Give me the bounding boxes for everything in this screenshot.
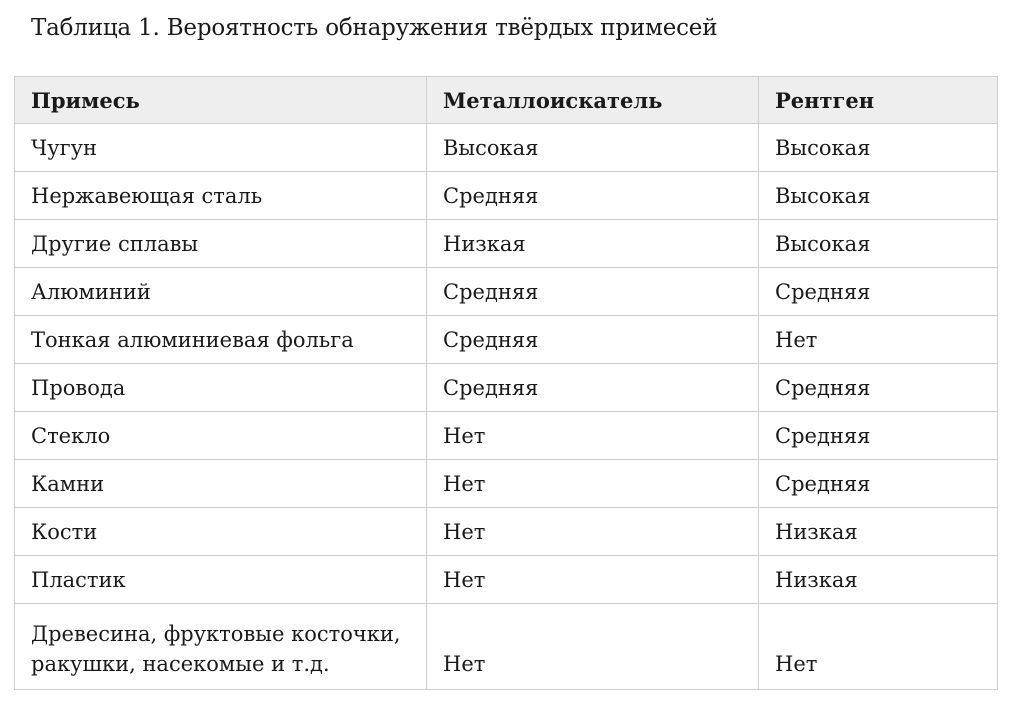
- header-xray: Рентген: [759, 77, 998, 124]
- cell-xray: Высокая: [759, 172, 998, 220]
- cell-xray: Средняя: [759, 412, 998, 460]
- cell-xray: Высокая: [759, 124, 998, 172]
- impurity-detection-table: [14, 76, 998, 690]
- cell-impurity: Нержавеющая сталь: [15, 172, 427, 220]
- cell-impurity: Чугун: [15, 124, 427, 172]
- cell-metal-detector: Нет: [427, 412, 759, 460]
- cell-impurity: Тонкая алюминиевая фольга: [15, 316, 427, 364]
- cell-metal-detector: Средняя: [427, 172, 759, 220]
- table-row: [15, 604, 998, 690]
- cell-metal-detector: Нет: [427, 556, 759, 604]
- header-impurity: Примесь: [15, 77, 427, 124]
- cell-metal-detector: Нет: [427, 460, 759, 508]
- cell-xray: Нет: [759, 604, 998, 690]
- table-row: [15, 220, 998, 268]
- cell-xray: Средняя: [759, 268, 998, 316]
- cell-xray: Нет: [759, 316, 998, 364]
- cell-impurity: Камни: [15, 460, 427, 508]
- cell-metal-detector: Средняя: [427, 364, 759, 412]
- table-row: [15, 268, 998, 316]
- cell-impurity: Стекло: [15, 412, 427, 460]
- cell-metal-detector: Высокая: [427, 124, 759, 172]
- cell-metal-detector: Средняя: [427, 268, 759, 316]
- table-row: [15, 460, 998, 508]
- cell-metal-detector: Низкая: [427, 220, 759, 268]
- table-row: [15, 412, 998, 460]
- cell-xray: Средняя: [759, 364, 998, 412]
- header-metal-detector: Металлоискатель: [427, 77, 759, 124]
- cell-xray: Низкая: [759, 556, 998, 604]
- table-row: [15, 508, 998, 556]
- table-row: [15, 124, 998, 172]
- table-caption: Таблица 1. Вероятность обнаружения твёрдых примесей: [31, 15, 718, 41]
- cell-impurity: Кости: [15, 508, 427, 556]
- cell-impurity: Провода: [15, 364, 427, 412]
- table-header-row: [15, 77, 998, 124]
- cell-xray: Высокая: [759, 220, 998, 268]
- table-row: [15, 316, 998, 364]
- cell-xray: Средняя: [759, 460, 998, 508]
- cell-impurity: Древесина, фруктовые косточки, ракушки, насекомые и т.д.: [15, 604, 427, 690]
- table-row: [15, 556, 998, 604]
- cell-impurity: Алюминий: [15, 268, 427, 316]
- table-row: [15, 364, 998, 412]
- cell-impurity: Пластик: [15, 556, 427, 604]
- cell-metal-detector: Нет: [427, 508, 759, 556]
- table-row: [15, 172, 998, 220]
- cell-xray: Низкая: [759, 508, 998, 556]
- cell-impurity: Другие сплавы: [15, 220, 427, 268]
- cell-metal-detector: Нет: [427, 604, 759, 690]
- cell-metal-detector: Средняя: [427, 316, 759, 364]
